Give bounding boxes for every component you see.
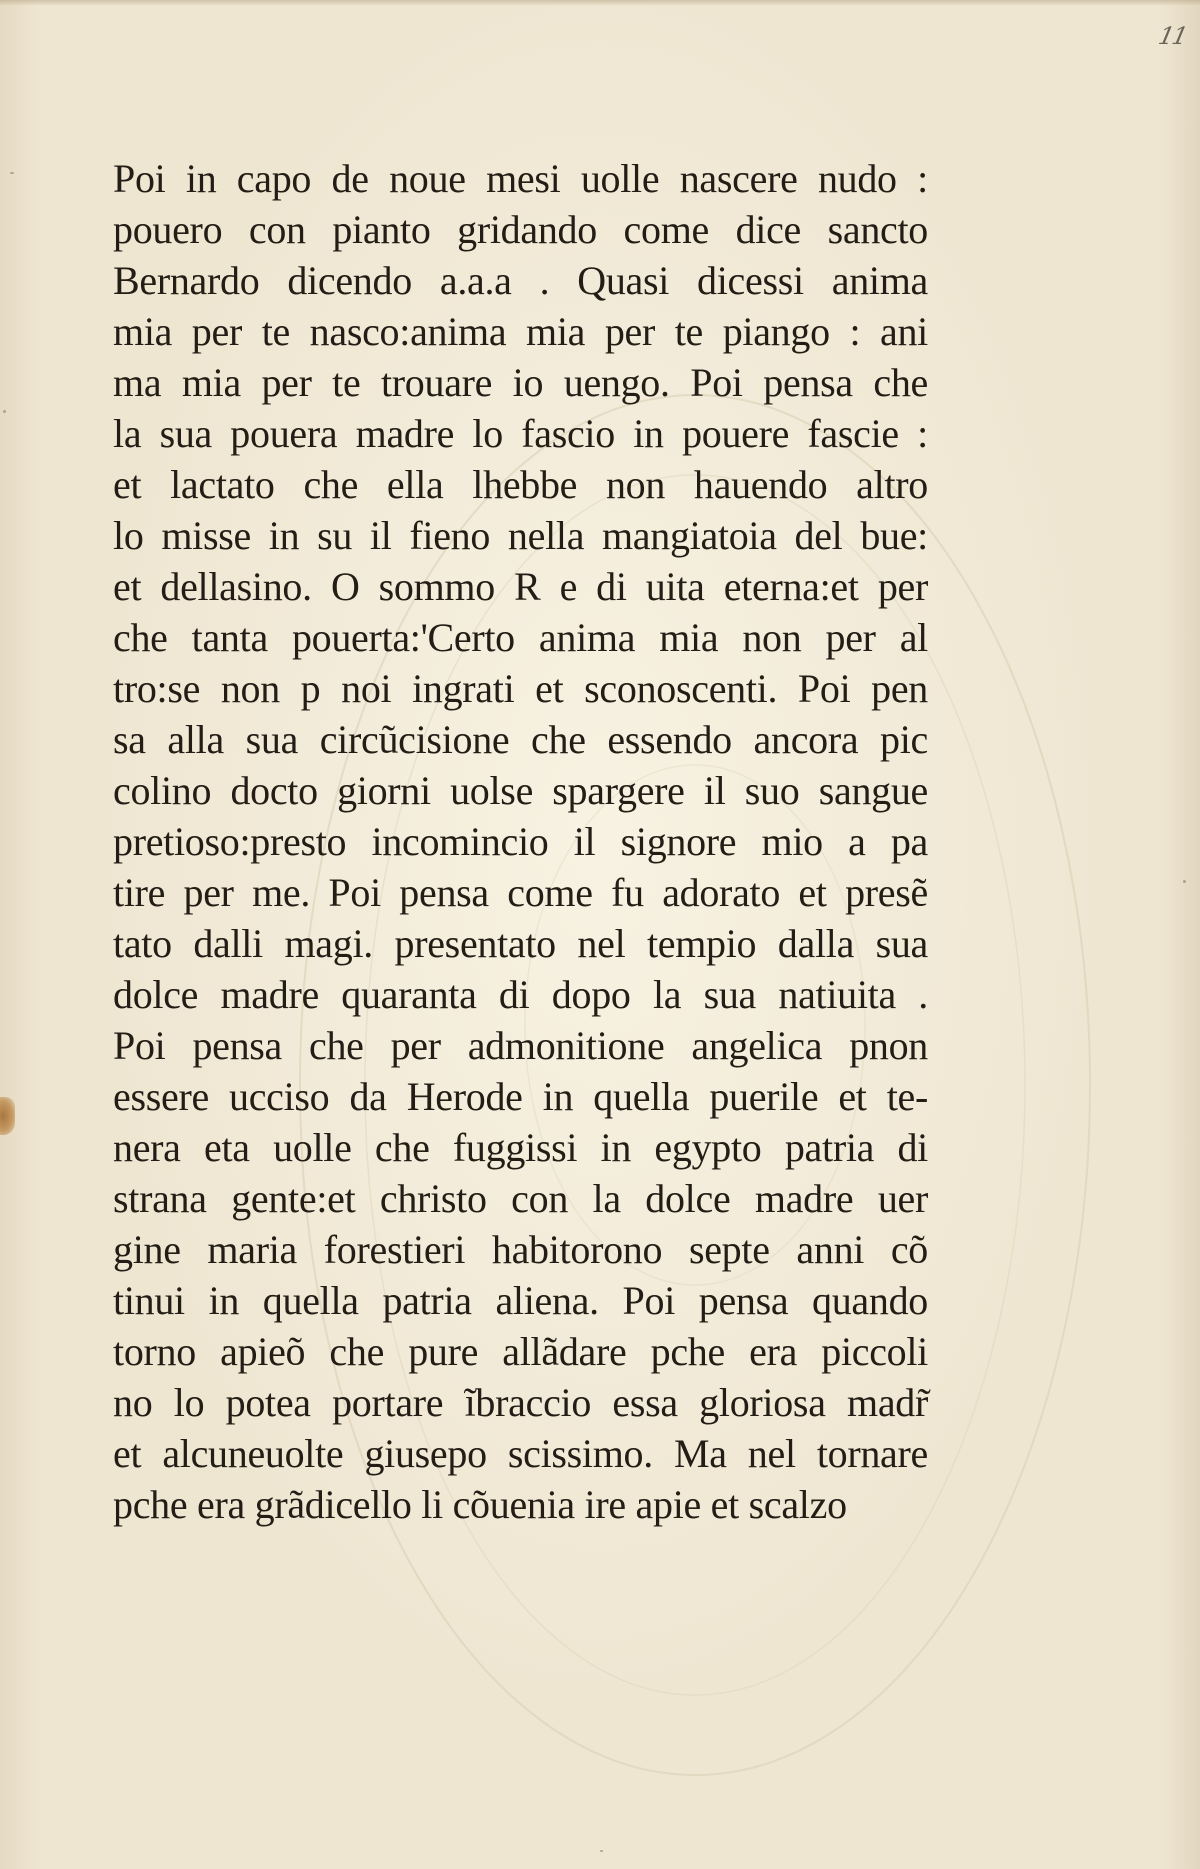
text-line: tato dalli magi. presentato nel tempio dalla sua — [113, 921, 928, 966]
text-line: che tanta pouerta:'Certo anima mia non per al — [113, 615, 928, 660]
text-line: et alcuneuolte giusepo scissimo. Ma nel tornare — [113, 1431, 928, 1476]
text-line: Bernardo dicendo a.a.a . Quasi dicessi anima — [113, 258, 928, 303]
text-line: torno apieõ che pure allãdare pche era piccoli — [113, 1329, 928, 1374]
text-line: sa alla sua circũcisione che essendo ancora pic — [113, 717, 928, 762]
folio-number: 11 — [1156, 22, 1189, 50]
text-line: pche era grãdicello li cõuenia ire apie et scalzo — [113, 1482, 847, 1527]
page-top-edge — [0, 0, 1200, 6]
text-line: Poi pensa che per admonitione angelica pnon — [113, 1023, 928, 1068]
text-line: et dellasino. O sommo R e di uita eterna:et per — [113, 564, 928, 609]
text-line: colino docto giorni uolse spargere il suo sangue — [113, 768, 928, 813]
text-line: ma mia per te trouare io uengo. Poi pensa che — [113, 360, 928, 405]
text-line: tro:se non p noi ingrati et sconoscenti. Poi pen — [113, 666, 928, 711]
edge-stain — [0, 1097, 15, 1135]
text-line: pouero con pianto gridando come dice sancto — [113, 207, 928, 252]
text-line: mia per te nasco:anima mia per te piango : ani — [113, 309, 928, 354]
text-line: gine maria forestieri habitorono septe anni cõ — [113, 1227, 928, 1272]
text-line: no lo potea portare ĩbraccio essa gloriosa madr̃ — [113, 1380, 928, 1425]
text-line: et lactato che ella lhebbe non hauendo altro — [113, 462, 928, 507]
text-line: strana gente:et christo con la dolce madre uer — [113, 1176, 928, 1221]
body-text — [113, 153, 928, 1530]
text-line: la sua pouera madre lo fascio in pouere fascie : — [113, 411, 928, 456]
text-line: essere ucciso da Herode in quella puerile et te- — [113, 1074, 928, 1119]
text-line: nera eta uolle che fuggissi in egypto patria di — [113, 1125, 928, 1170]
text-line: lo misse in su il fieno nella mangiatoia del bue: — [113, 513, 928, 558]
text-line: dolce madre quaranta di dopo la sua natiuita . — [113, 972, 928, 1017]
text-line: tire per me. Poi pensa come fu adorato et presẽ — [113, 870, 928, 915]
text-line: tinui in quella patria aliena. Poi pensa quando — [113, 1278, 928, 1323]
text-line: Poi in capo de noue mesi uolle nascere nudo : — [113, 156, 928, 201]
text-line: pretioso:presto incomincio il signore mio a pa — [113, 819, 928, 864]
